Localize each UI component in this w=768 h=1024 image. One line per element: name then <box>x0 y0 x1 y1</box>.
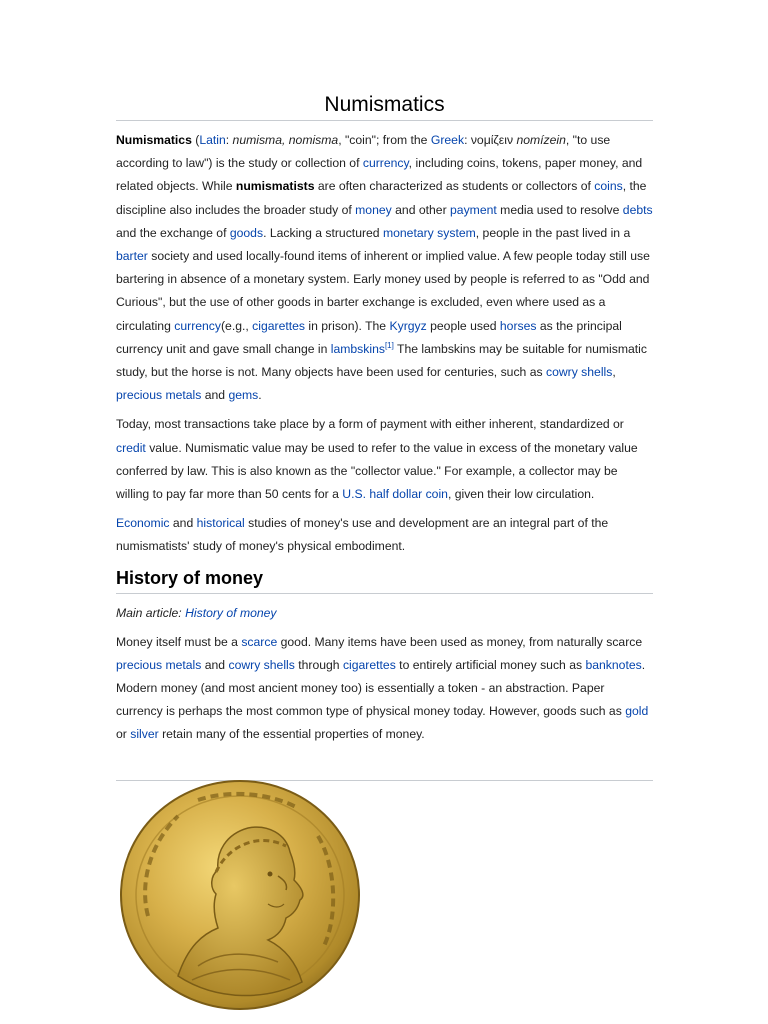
link-economic[interactable]: Economic <box>116 516 170 531</box>
intro-paragraph-3: Economic and historical studies of money's use and development are an integral part of the numismatists' study of money's physical embodiment. <box>116 516 609 554</box>
link-monetary-system[interactable]: monetary system <box>382 225 476 240</box>
intro-paragraph-1: Numismatics (Latin: numisma, nomisma, "coin"; from the Greek: νομίζειν nomízein, "to use according to law") is the study or collection of currency, including coins, tokens, paper money, and related objects. While numismatists are often characterized as students or collectors of coins, the discipline also includes the broader study of money and other payment media used to resolve debts and the exchange of goods. Lacking a structured monetary system, people in the past lived in a barter society and used locally-found items of inherent or implied value. A few people today still use bartering in absence of a monetary system. Early money used by people is referred to as "Odd and Curious", but the use of other goods in barter exchange is excluded, even where used as a circulating currency(e.g., cigarettes in prison). The Kyrgyz people used horses as the principal currency unit and gave small change in lambskins[1] The lambskins may be suitable for numismatic study, but the horse is not. Many objects have been used for centuries, such as cowry shells, precious metals and gems. <box>116 133 653 403</box>
reference-1[interactable]: [1] <box>384 340 394 350</box>
intro-paragraph-2: Today, most transactions take place by a form of payment with either inherent, standardized or credit value. Numismatic value may be used to refer to the value in excess of the monetary value conferred by law. This is also known as the "collector value." For example, a collector may be willing to pay far more than 50 cents for a U.S. half dollar coin, given their low circulation. <box>116 417 638 502</box>
link-us-half-dollar-coin[interactable]: U.S. half dollar coin <box>342 487 448 502</box>
link-silver[interactable]: silver <box>130 727 159 742</box>
link-goods[interactable]: goods <box>229 225 264 240</box>
link-precious-metals-2[interactable]: precious metals <box>116 657 202 672</box>
hatnote: Main article: History of money <box>116 605 277 620</box>
history-paragraph-1: Money itself must be a scarce good. Many items have been used as money, from naturally scarce precious metals and cowry shells through cigarettes to entirely artificial money such as banknotes. Modern money (and most ancient money too) is essentially a token - an abstraction. Paper currency is perhaps the most common type of physical money today. However, goods such as gold or silver retain many of the essential properties of money. <box>116 634 649 742</box>
roman-gold-coin-image[interactable] <box>118 776 362 1012</box>
link-cigarettes-2[interactable]: cigarettes <box>342 657 396 672</box>
link-currency[interactable]: currency <box>362 156 409 171</box>
link-coins[interactable]: coins <box>594 179 623 194</box>
link-banknotes[interactable]: banknotes <box>585 657 642 672</box>
link-gems[interactable]: gems <box>228 388 259 403</box>
link-payment[interactable]: payment <box>450 202 497 217</box>
link-credit[interactable]: credit <box>116 440 146 455</box>
link-debts[interactable]: debts <box>622 202 653 217</box>
link-currency-2[interactable]: currency <box>174 318 221 333</box>
link-greek[interactable]: Greek <box>430 133 465 147</box>
link-horses[interactable]: horses <box>499 318 537 333</box>
link-barter[interactable]: barter <box>116 249 148 264</box>
section-heading-history-of-money: History of money <box>116 565 653 594</box>
link-scarce[interactable]: scarce <box>241 634 278 649</box>
link-history-of-money[interactable]: History of money <box>185 605 277 620</box>
link-cowry-shells[interactable]: cowry shells <box>545 365 613 380</box>
link-gold[interactable]: gold <box>625 704 649 719</box>
link-cowry-shells-2[interactable]: cowry shells <box>228 657 295 672</box>
article <box>116 0 653 781</box>
link-latin[interactable]: Latin <box>199 133 226 147</box>
link-precious-metals[interactable]: precious metals <box>116 388 202 403</box>
link-lambskins[interactable]: lambskins <box>330 341 385 356</box>
link-kyrgyz[interactable]: Kyrgyz <box>389 318 427 333</box>
link-historical[interactable]: historical <box>196 516 245 531</box>
link-cigarettes[interactable]: cigarettes <box>252 318 306 333</box>
link-money[interactable]: money <box>355 202 392 217</box>
page-title: Numismatics <box>116 0 653 121</box>
